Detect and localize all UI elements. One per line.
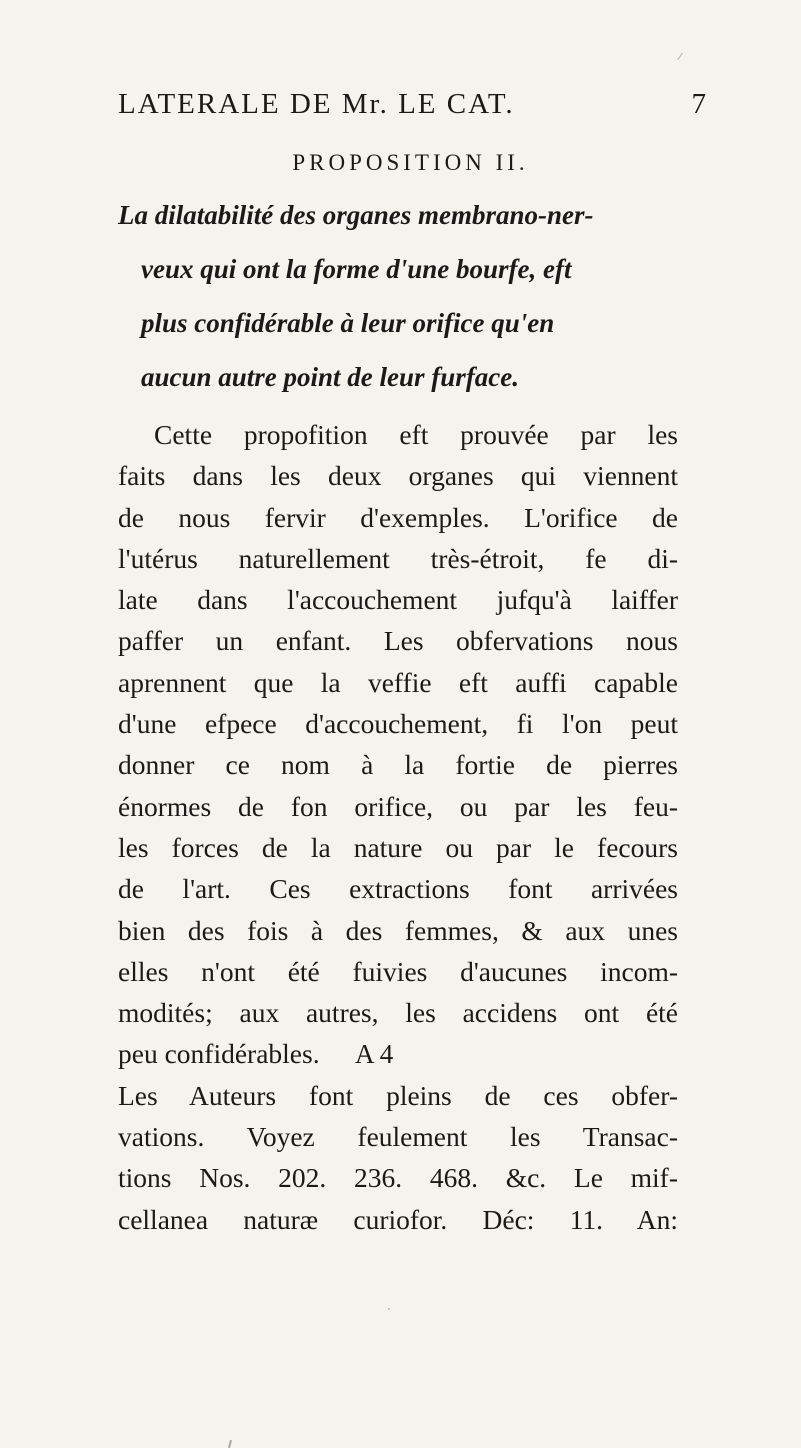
proposition-statement (118, 188, 678, 404)
proposition-heading: PROPOSITION II. (292, 150, 529, 175)
text-line: de l'art. Ces extractions font arrivées (118, 873, 678, 905)
text-line: aprennent que la veffie eft auffi capable (118, 666, 678, 698)
text-line: donner ce nom à la fortie de pierres (118, 749, 678, 781)
text-line: l'utérus naturellement très-étroit, fe di- (118, 542, 678, 574)
text-line: énormes de fon orifice, ou par les feu- (118, 790, 678, 822)
running-header-title: LATERALE DE Mr. LE CAT. (118, 88, 515, 120)
running-header (118, 84, 708, 124)
text-line: les forces de la nature ou par le fecours (118, 831, 678, 863)
catchword: A 4 (355, 1039, 394, 1069)
page-number: 7 (691, 88, 708, 120)
text-line: tions Nos. 202. 236. 468. &c. Le mif- (118, 1162, 678, 1194)
ink-speck (677, 53, 682, 60)
text-line: bien des fois à des femmes, & aux unes (118, 914, 678, 946)
statement-line: La dilatabilité des organes membrano-ner- (118, 200, 594, 230)
body-text (118, 414, 678, 1240)
statement-line: aucun autre point de leur furface. (141, 362, 520, 392)
ink-speck (388, 1308, 390, 1310)
text-line: elles n'ont été fuivies d'aucunes incom- (118, 955, 678, 987)
text-line: faits dans les deux organes qui viennent (118, 460, 678, 492)
text-line: vations. Voyez feulement les Transac- (118, 1121, 678, 1153)
text-line: d'une efpece d'accouchement, fi l'on peut (118, 708, 678, 740)
text-line: Les Auteurs font pleins de ces obfer- (118, 1079, 678, 1111)
text-line: de nous fervir d'exemples. L'orifice de (118, 501, 678, 533)
text-line: Cette propofition eft prouvée par les (154, 419, 678, 450)
statement-line: plus confidérable à leur orifice qu'en (141, 308, 555, 338)
text-line: paffer un enfant. Les obfervations nous (118, 625, 678, 657)
text-line: peu confidérables. (118, 1038, 320, 1070)
text-line: modités; aux autres, les accidens ont été (118, 997, 678, 1029)
text-line: cellanea naturæ curiofor. Déc: 11. An: (118, 1203, 678, 1235)
text-line: late dans l'accouchement jufqu'à laiffer (118, 584, 678, 616)
statement-line: veux qui ont la forme d'une bourfe, eft (141, 254, 572, 284)
ink-speck (228, 1440, 232, 1448)
